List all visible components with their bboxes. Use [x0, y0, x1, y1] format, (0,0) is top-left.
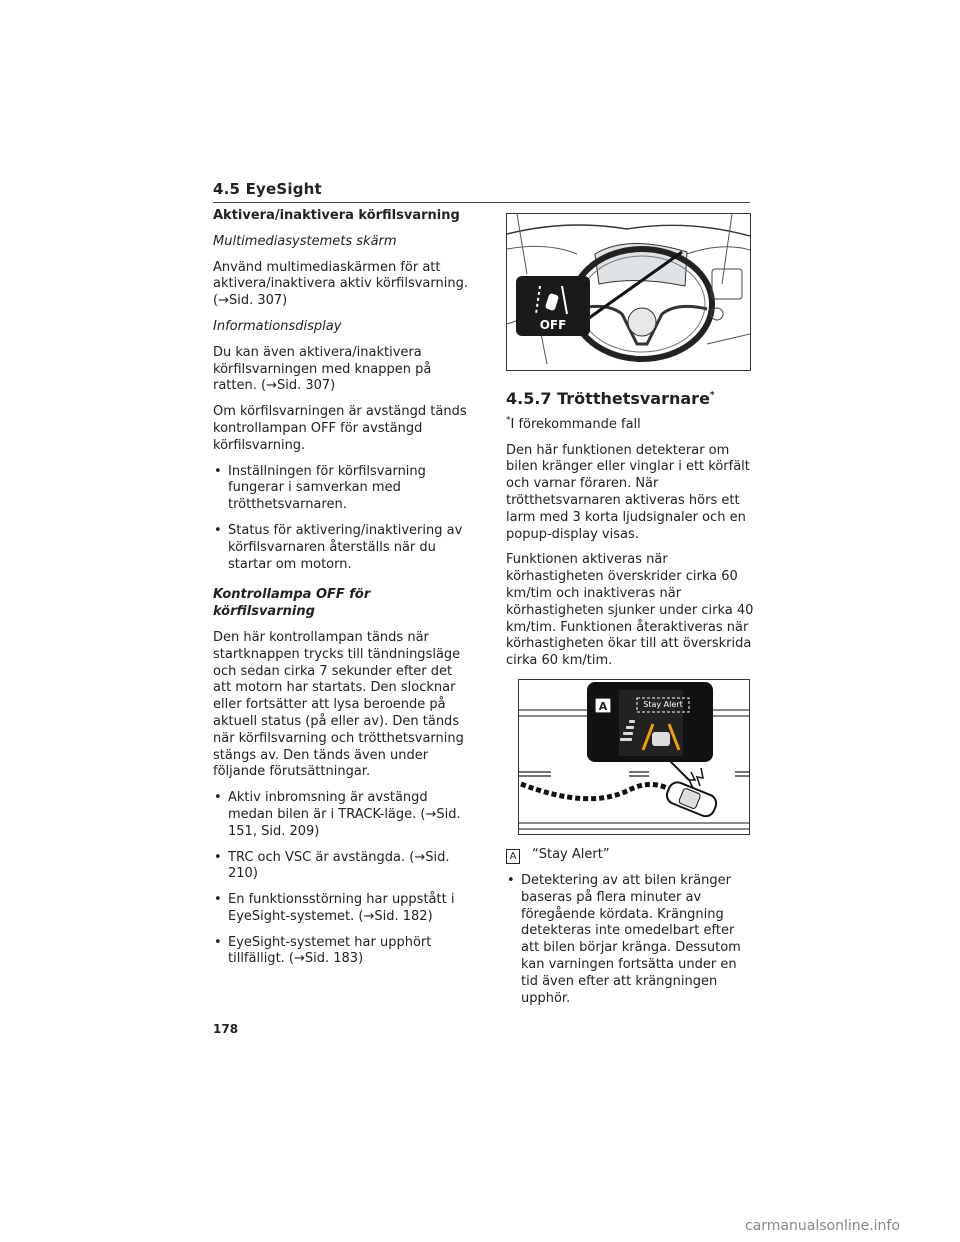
paragraph-function: Den här funktionen detekterar om bilen kränger eller vinglar i ett körfält och varnar föraren. När trötthetsvarnaren aktiveras hörs ett larm med 3 korta ljudsignaler och en popup-display visas. — [506, 442, 750, 542]
section-title-mark: * — [709, 390, 715, 401]
footnote — [506, 417, 754, 434]
bullet-item: • Detektering av att bilen kränger baseras på flera minuter av föregående kördata. Krängning detekteras inte omedelbart efter att bilen börjar kränga. Dessutom kan varningen fortsätta under en tid även efter att krängningen upphör. — [506, 873, 754, 1007]
stay-alert-screen-text: Stay Alert — [643, 699, 683, 709]
footnote-mark: * — [506, 415, 511, 426]
bullet-item: • TRC och VSC är avstängda. (→Sid. 210) — [213, 850, 471, 884]
bullet-item: • Status för aktivering/inaktivering av körfilsvarnaren återställs när du startar om motorn. — [213, 523, 471, 573]
paragraph-off-lamp: Om körfilsvarningen är avstängd tänds kontrollampan OFF för avstängd körfilsvarning. — [213, 404, 467, 453]
section-title-text: 4.5.7 Trötthetsvarnare — [506, 389, 710, 408]
callout-description: “Stay Alert” — [532, 846, 610, 862]
callout-a-label: A — [598, 699, 608, 713]
bullet-item: • En funktionsstörning har uppstått i EyeSight-systemet. (→Sid. 182) — [213, 892, 471, 926]
paragraph-info-display: Du kan även aktivera/inaktivera körfilsvarningen med knappen på ratten. (→Sid. 307) — [213, 344, 432, 394]
paragraph-activation: Funktionen aktiveras när körhastigheten överskrider cirka 60 km/tim och inaktiveras när körhastigheten sjunker under cirka 40 km/tim. Funktionen återaktiveras när körhastigheten ökar till att överskrida cirka 60 km/tim. — [506, 552, 754, 669]
heading-lane-warning-toggle: Aktivera/inaktivera körfilsvarning — [213, 208, 460, 223]
paragraph-indicator: Den här kontrollampan tänds när startknappen trycks till tändningsläge och sedan cirka 7 sekunder efter det att motorn har startats. Den slocknar eller fortsätter att lysa beroende på aktuell status (på eller av). Den tänds när körfilsvarning och trötthetsvarning stängs av. Den tänds även under följande förutsättningar. — [213, 629, 464, 780]
off-label: OFF — [539, 318, 567, 332]
right-column — [506, 213, 754, 1016]
subheading-multimedia: Multimediasystemets skärm — [213, 233, 397, 249]
dashboard-drawing — [507, 214, 750, 370]
section-header-title: 4.5 EyeSight — [213, 180, 322, 198]
stay-alert-illustration — [518, 679, 750, 835]
section-title-drowsiness — [506, 391, 754, 408]
callout-letter: A — [506, 849, 520, 864]
paragraph-multimedia: Använd multimediaskärmen för att aktivera/inaktivera aktiv körfilsvarning. (→Sid. 307) — [213, 259, 468, 309]
subheading-info-display: Informationsdisplay — [213, 318, 342, 334]
bullet-item: • Aktiv inbromsning är avstängd medan bilen är i TRACK-läge. (→Sid. 151, Sid. 209) — [213, 790, 471, 840]
left-column — [213, 208, 471, 977]
callout-legend — [506, 847, 754, 864]
road-drawing — [519, 680, 749, 834]
footnote-text: I förekommande fall — [510, 416, 641, 432]
watermark: carmanualsonline.info — [745, 1218, 900, 1234]
bullet-item: • Inställningen för körfilsvarning fungerar i samverkan med trötthetsvarnaren. — [213, 464, 471, 514]
bullet-item: • EyeSight-systemet har upphört tillfälligt. (→Sid. 183) — [213, 935, 471, 969]
section-header — [213, 179, 750, 203]
steering-wheel-illustration — [506, 213, 751, 371]
heading-off-indicator: Kontrollampa OFF för körfilsvarning — [213, 587, 371, 620]
page-number: 178 — [213, 1022, 239, 1036]
